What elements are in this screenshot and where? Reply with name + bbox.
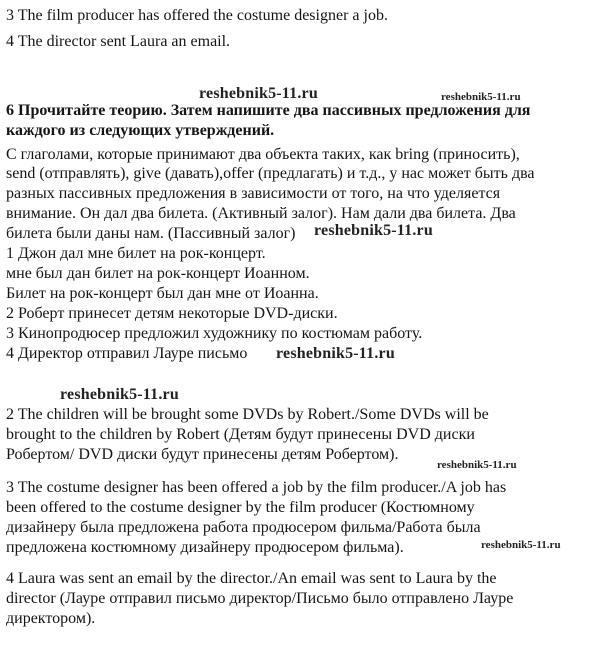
text-line: send (отправлять), give (давать),offer (предлагать) и т.д., у нас может быть два	[6, 165, 535, 182]
text-line: билета были даны нам. (Пассивный залог)	[6, 225, 296, 242]
text-line: 3 The film producer has offered the costume designer a job.	[6, 7, 388, 24]
text-line: предложена костюмному дизайнеру продюсером фильма).	[6, 539, 404, 556]
text-line: мне был дан билет на рок-концерт Иоанном.	[6, 265, 310, 282]
text-line: 2 Роберт принесет детям некоторые DVD-диски.	[6, 305, 338, 322]
text-line: Билет на рок-концерт был дан мне от Иоанна.	[6, 285, 319, 302]
watermark: reshebnik5-11.ru	[60, 386, 179, 403]
text-line: 4 Laura was sent an email by the director./An email was sent to Laura by the	[6, 570, 497, 587]
text-line: Робертом/ DVD диски будут принесены детям Робертом).	[6, 446, 399, 463]
watermark: reshebnik5-11.ru	[441, 91, 521, 103]
exercise-heading: каждого из следующих утверждений.	[6, 122, 275, 139]
text-line: been offered to the costume designer by the film producer (Костюмному	[6, 499, 475, 516]
exercise-heading: 6 Прочитайте теорию. Затем напишите два пассивных предложения для	[6, 102, 531, 119]
text-line: 4 Директор отправил Лауре письмо	[6, 345, 248, 362]
text-line: директором).	[6, 610, 96, 627]
text-line: director (Лауре отправил письмо директор/Письмо было отправлено Лауре	[6, 590, 514, 607]
text-line: С глаголами, которые принимают два объекта таких, как bring (приносить),	[6, 146, 520, 163]
text-line: дизайнеру была предложена работа продюсером фильма/Работа была	[6, 519, 481, 536]
text-line: разных пассивных предложения в зависимости от того, на что уделяется	[6, 185, 501, 202]
text-line: 3 Кинопродюсер предложил художнику по костюмам работу.	[6, 325, 423, 342]
text-line: brought to the children by Robert (Детям будут принесены DVD диски	[6, 426, 475, 443]
watermark: reshebnik5-11.ru	[481, 539, 561, 551]
text-line: 4 The director sent Laura an email.	[6, 33, 231, 50]
watermark: reshebnik5-11.ru	[314, 222, 433, 239]
text-line: 3 The costume designer has been offered a job by the film producer./A job has	[6, 479, 507, 496]
text-line: 1 Джон дал мне билет на рок-концерт.	[6, 245, 266, 262]
watermark: reshebnik5-11.ru	[276, 345, 395, 362]
watermark: reshebnik5-11.ru	[199, 85, 318, 102]
text-line: 2 The children will be brought some DVDs by Robert./Some DVDs will be	[6, 406, 489, 423]
text-line: внимание. Он дал два билета. (Активный залог). Нам дали два билета. Два	[6, 205, 516, 222]
watermark: reshebnik5-11.ru	[437, 459, 517, 471]
